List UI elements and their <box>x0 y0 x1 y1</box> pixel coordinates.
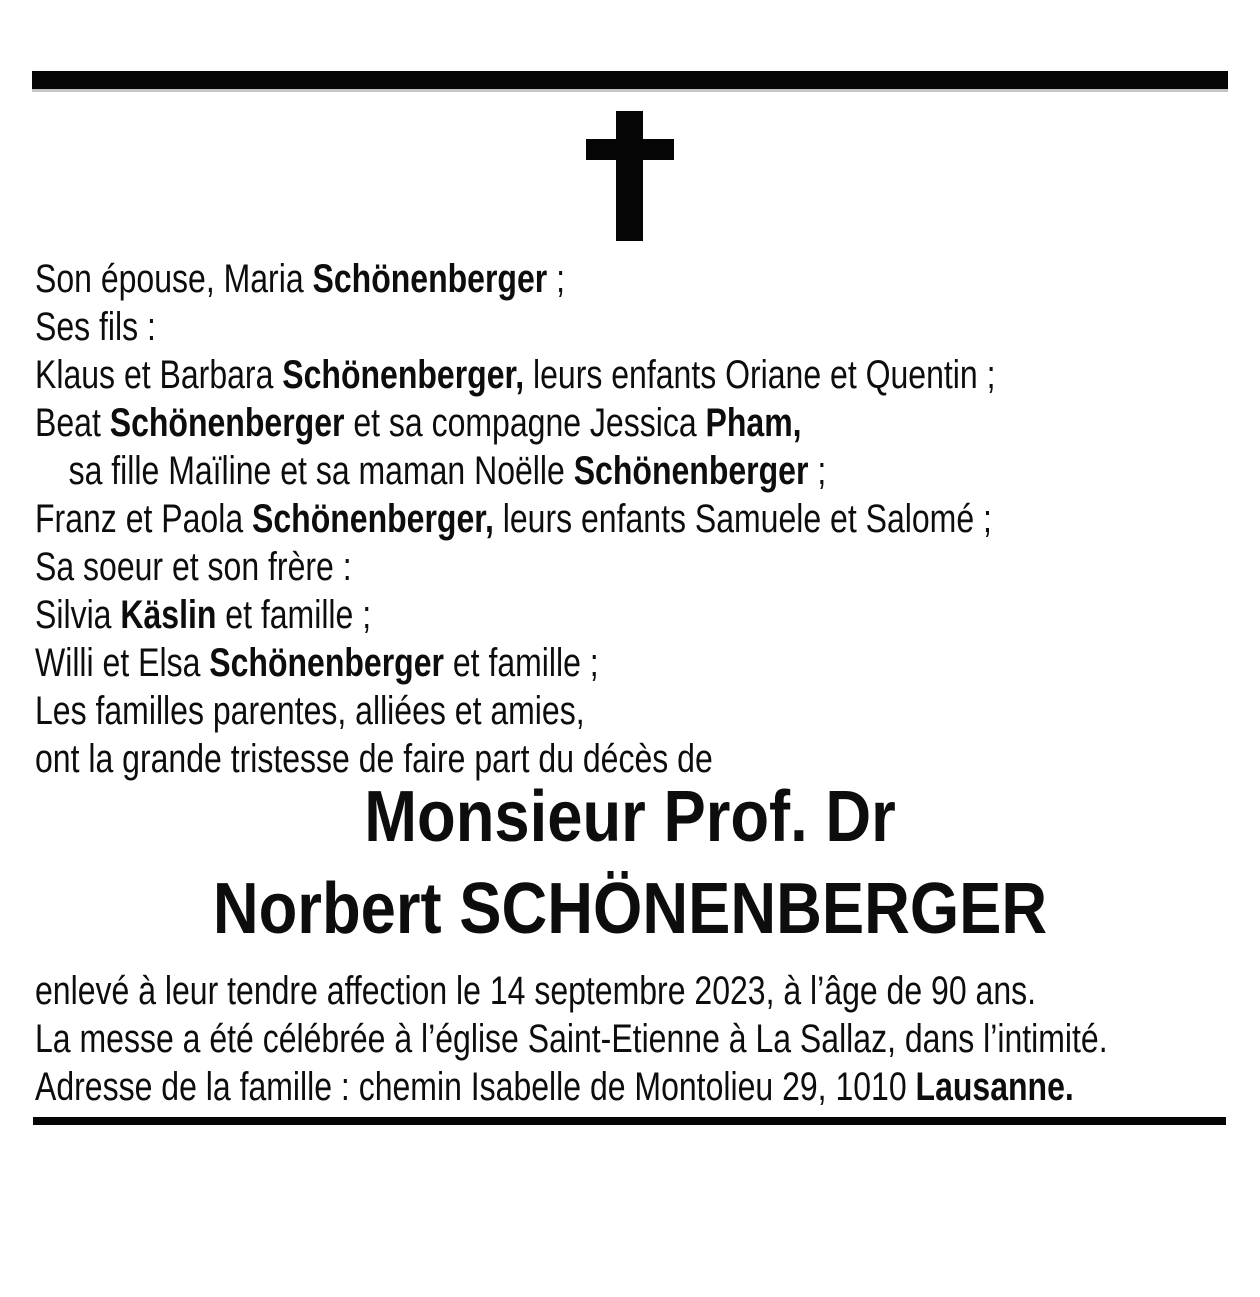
family-line <box>35 687 1259 735</box>
cross-vertical-bar <box>616 111 643 241</box>
plain-text: Les familles parentes, alliées et amies, <box>35 689 585 733</box>
plain-text: ; <box>808 449 827 493</box>
plain-text: Franz et Paola <box>35 497 252 541</box>
plain-text: ; <box>547 257 566 301</box>
bold-name-text: Käslin <box>120 593 217 637</box>
plain-text: Beat <box>35 401 110 445</box>
bold-name-text: Schönenberger <box>209 641 444 685</box>
obituary-notice <box>0 71 1260 1297</box>
plain-text: La messe a été célébrée à l’église Saint-Etienne à La Sallaz, dans l’intimité. <box>35 1017 1108 1061</box>
bold-name-text: Lausanne. <box>915 1065 1074 1109</box>
plain-text: Silvia <box>35 593 121 637</box>
family-paragraph <box>35 255 1259 783</box>
bold-name-text: Schönenberger <box>573 449 809 493</box>
plain-text: enlevé à leur tendre affection le 14 septembre 2023, à l’âge de 90 ans. <box>35 969 1036 1013</box>
plain-text: Son épouse, Maria <box>35 257 313 301</box>
detail-line <box>35 1015 1259 1063</box>
plain-text: leurs enfants Oriane et Quentin ; <box>524 353 996 397</box>
plain-text: Sa soeur et son frère : <box>35 545 352 589</box>
bold-name-text: Schönenberger <box>312 257 548 301</box>
family-line <box>35 303 1259 351</box>
deceased-title-line1: Monsieur Prof. Dr <box>364 777 896 857</box>
detail-line <box>35 1063 1259 1111</box>
bottom-rule <box>33 1117 1226 1125</box>
plain-text: et famille ; <box>443 641 599 685</box>
top-rule <box>32 71 1228 92</box>
cross-horizontal-bar <box>586 139 674 160</box>
family-line <box>35 495 1259 543</box>
plain-text: leurs enfants Samuele et Salomé ; <box>493 497 992 541</box>
family-line <box>35 255 1259 303</box>
plain-text: Willi et Elsa <box>35 641 210 685</box>
family-line <box>35 543 1259 591</box>
deceased-name-title <box>76 771 1185 955</box>
plain-text: Ses fils : <box>35 305 156 349</box>
bold-name-text: Schönenberger, <box>252 497 494 541</box>
funeral-details <box>35 967 1259 1111</box>
family-line <box>35 447 1259 495</box>
bold-name-text: Schönenberger <box>109 401 345 445</box>
plain-text: Adresse de la famille : chemin Isabelle de Montolieu 29, 1010 <box>35 1065 916 1109</box>
plain-text: et sa compagne Jessica <box>344 401 706 445</box>
deceased-title-line2: Norbert SCHÖNENBERGER <box>212 869 1048 949</box>
family-line <box>35 639 1259 687</box>
family-line <box>35 399 1259 447</box>
bold-name-text: Pham, <box>705 401 802 445</box>
latin-cross-icon <box>586 111 674 241</box>
family-line <box>35 351 1259 399</box>
plain-text: ont la grande tristesse de faire part du décès de <box>35 737 713 781</box>
plain-text: sa fille Maïline et sa maman Noëlle <box>68 449 574 493</box>
plain-text: Klaus et Barbara <box>35 353 283 397</box>
plain-text: et famille ; <box>216 593 372 637</box>
family-line <box>35 591 1259 639</box>
detail-line <box>35 967 1259 1015</box>
bold-name-text: Schönenberger, <box>282 353 525 397</box>
